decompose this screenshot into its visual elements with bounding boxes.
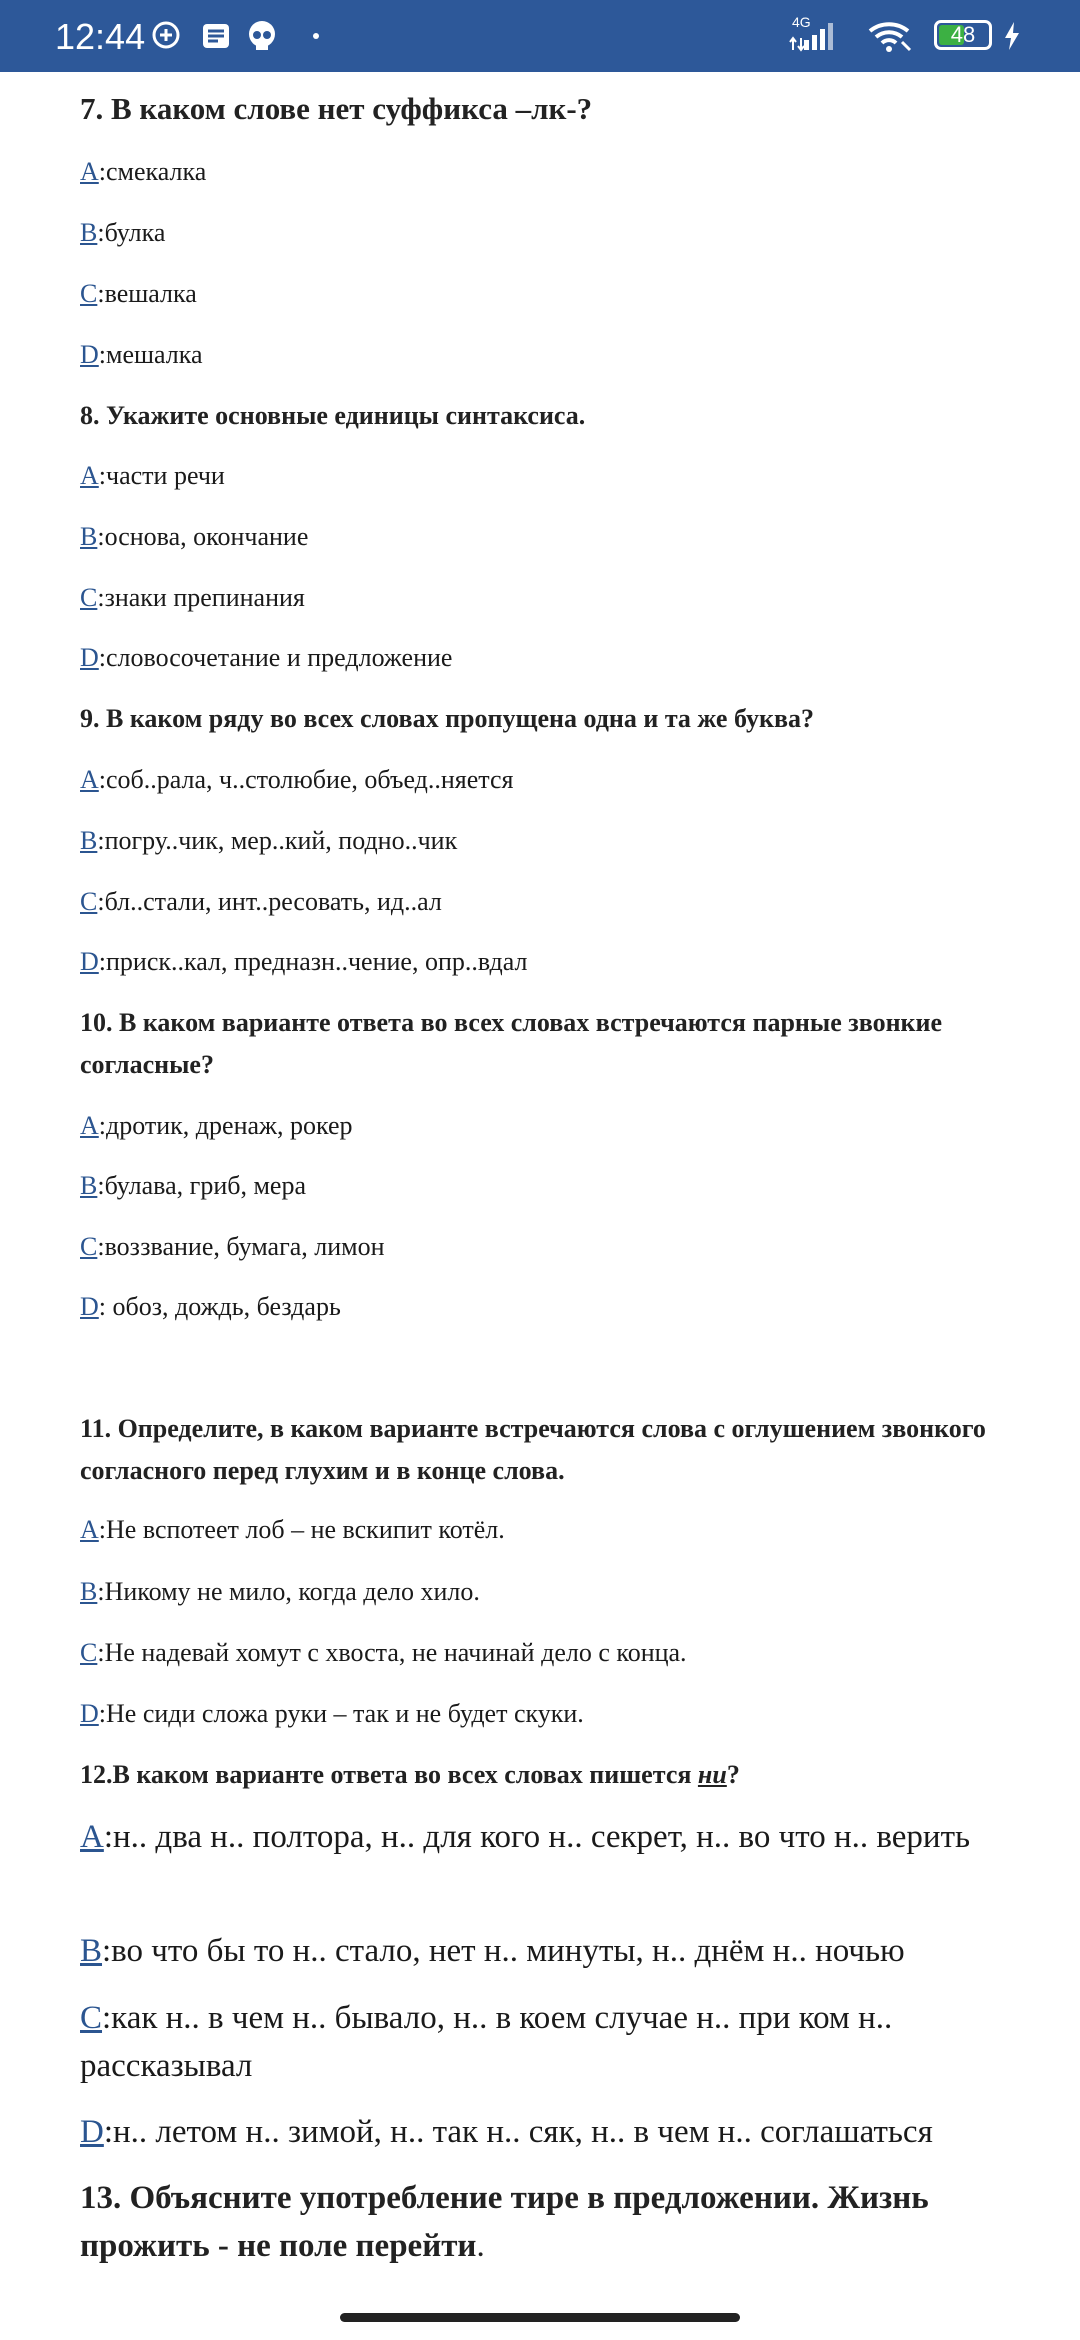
news-notification-icon (200, 20, 232, 52)
answer-text: :смекалка (98, 157, 207, 186)
answer-text: :мешалка (98, 340, 203, 369)
answer-option-a[interactable] (80, 151, 1040, 193)
answer-text: :дротик, дренаж, рокер (98, 1111, 353, 1140)
answer-option-c[interactable] (80, 881, 1040, 923)
question-text: 12.В каком варианте ответа во всех словах пишется (80, 1760, 698, 1789)
answer-text: :погру..чик, мер..кий, подно..чик (97, 826, 458, 855)
wifi-icon (866, 20, 916, 52)
answer-option-b[interactable] (80, 212, 1040, 254)
answer-letter-link[interactable]: A (80, 1819, 104, 1855)
answer-option-c[interactable] (80, 577, 1040, 619)
answer-option-c[interactable] (80, 273, 1040, 315)
answer-option-d[interactable] (80, 2108, 1040, 2156)
answer-text: :Не сиди сложа руки – так и не будет скуки. (98, 1699, 584, 1728)
answer-option-b[interactable] (80, 1927, 1040, 1975)
answer-text: :Не надевай хомут с хвоста, не начинай дело с конца. (97, 1638, 687, 1667)
answer-option-b[interactable] (80, 1571, 1040, 1613)
question-title (80, 1754, 1040, 1796)
answer-letter-link[interactable]: D (80, 1292, 99, 1321)
answer-letter-link[interactable]: D (80, 1699, 99, 1728)
answer-option-d[interactable] (80, 1286, 1040, 1328)
question-title (80, 395, 1040, 437)
question-text: 9. В каком ряду во всех словах пропущена одна и та же буква? (80, 704, 815, 733)
answer-text: :Не вспотеет лоб – не вскипит котёл. (98, 1515, 505, 1544)
answer-option-d[interactable] (80, 1693, 1040, 1735)
answer-letter-link[interactable]: C (80, 583, 98, 612)
answer-letter-link[interactable]: C (80, 1638, 98, 1667)
answer-letter-link[interactable]: D (80, 643, 99, 672)
home-gesture-bar[interactable] (340, 2313, 740, 2322)
question-text: 8. Укажите основные единицы синтаксиса. (80, 401, 586, 430)
network-type: 4G (792, 14, 811, 30)
answer-text: :вешалка (97, 279, 197, 308)
question-text: 10. В каком варианте ответа во всех словах встречаются парные звонкие согласные? (80, 1008, 943, 1079)
status-time: 12:44 (55, 16, 146, 57)
skull-app-icon (246, 20, 278, 52)
answer-text: :приск..кал, предназн..чение, опр..вдал (98, 947, 528, 976)
answer-letter-link[interactable]: D (80, 947, 99, 976)
answer-letter-link[interactable]: B (80, 522, 98, 551)
question-text: 11. Определите, в каком варианте встречаются слова с оглушением звонкого согласного перед глухим и в конце слова. (80, 1414, 986, 1485)
answer-text: :булка (97, 218, 166, 247)
question-end: . (476, 2228, 485, 2264)
answer-option-d[interactable] (80, 941, 1040, 983)
answer-text: :как н.. в чем н.. бывало, н.. в коем случае н.. при ком н.. рассказывал (80, 2000, 893, 2084)
answer-letter-link[interactable]: B (80, 1171, 98, 1200)
answer-letter-link[interactable]: A (80, 1515, 99, 1544)
answer-option-a[interactable] (80, 455, 1040, 497)
answer-option-d[interactable] (80, 637, 1040, 679)
question-emphasis: ни (697, 1760, 727, 1789)
answer-text: :части речи (98, 461, 225, 490)
answer-letter-link[interactable]: B (80, 1933, 103, 1969)
answer-text: :соб..рала, ч..столюбие, объед..няется (98, 765, 514, 794)
answer-text: :н.. летом н.. зимой, н.. так н.. сяк, н.. в чем н.. соглашаться (103, 2114, 933, 2150)
answer-letter-link[interactable]: A (80, 157, 99, 186)
answer-letter-link[interactable]: B (80, 826, 98, 855)
answer-option-d[interactable] (80, 334, 1040, 376)
answer-option-a[interactable] (80, 1509, 1040, 1551)
answer-letter-link[interactable]: C (80, 887, 98, 916)
answer-text: :во что бы то н.. стало, нет н.. минуты, н.. днём н.. ночью (102, 1933, 905, 1969)
question-text: 13. Объясните употребление тире в предложении. Жизнь прожить - не поле перейти (80, 2180, 929, 2264)
answer-option-c[interactable] (80, 1994, 1040, 2090)
answer-text: :бл..стали, инт..ресовать, ид..ал (97, 887, 442, 916)
more-notifications-dot-icon (300, 20, 332, 52)
answer-option-c[interactable] (80, 1632, 1040, 1674)
answer-option-c[interactable] (80, 1226, 1040, 1268)
answer-letter-link[interactable]: A (80, 765, 99, 794)
answer-letter-link[interactable]: B (80, 218, 98, 247)
messenger-notification-icon (150, 20, 182, 52)
answer-text: :воззвание, бумага, лимон (97, 1232, 385, 1261)
answer-option-a[interactable] (80, 759, 1040, 801)
answer-text: :н.. два н.. полтора, н.. для кого н.. секрет, н.. во что н.. верить (103, 1819, 971, 1855)
question-title (80, 1002, 1040, 1086)
question-title (80, 1408, 1040, 1492)
question-title (80, 88, 1040, 130)
answer-option-a[interactable] (80, 1813, 1040, 1861)
question-title (80, 2174, 1040, 2270)
answer-option-b[interactable] (80, 1165, 1040, 1207)
answer-letter-link[interactable]: C (80, 2000, 103, 2036)
answer-text: :основа, окончание (97, 522, 309, 551)
answer-letter-link[interactable]: B (80, 1577, 98, 1606)
answer-text: :знаки препинания (97, 583, 305, 612)
signal-strength-icon (786, 20, 846, 52)
answer-option-a[interactable] (80, 1105, 1040, 1147)
answer-text: :Никому не мило, когда дело хило. (97, 1577, 480, 1606)
question-title (80, 698, 1040, 740)
question-end: ? (726, 1760, 740, 1789)
answer-letter-link[interactable]: D (80, 340, 99, 369)
answer-letter-link[interactable]: A (80, 1111, 99, 1140)
answer-letter-link[interactable]: C (80, 1232, 98, 1261)
battery-level: 48 (950, 22, 976, 47)
answer-text: :булава, гриб, мера (97, 1171, 306, 1200)
answer-text: : обоз, дождь, бездарь (98, 1292, 341, 1321)
answer-letter-link[interactable]: A (80, 461, 99, 490)
answer-text: :словосочетание и предложение (98, 643, 453, 672)
answer-option-b[interactable] (80, 516, 1040, 558)
battery-indicator (934, 20, 992, 50)
answer-letter-link[interactable]: D (80, 2114, 104, 2150)
answer-option-b[interactable] (80, 820, 1040, 862)
charging-icon (1002, 20, 1022, 52)
answer-letter-link[interactable]: C (80, 279, 98, 308)
question-text: 7. В каком слове нет суффикса –лк-? (80, 91, 593, 126)
status-bar (0, 0, 1080, 72)
